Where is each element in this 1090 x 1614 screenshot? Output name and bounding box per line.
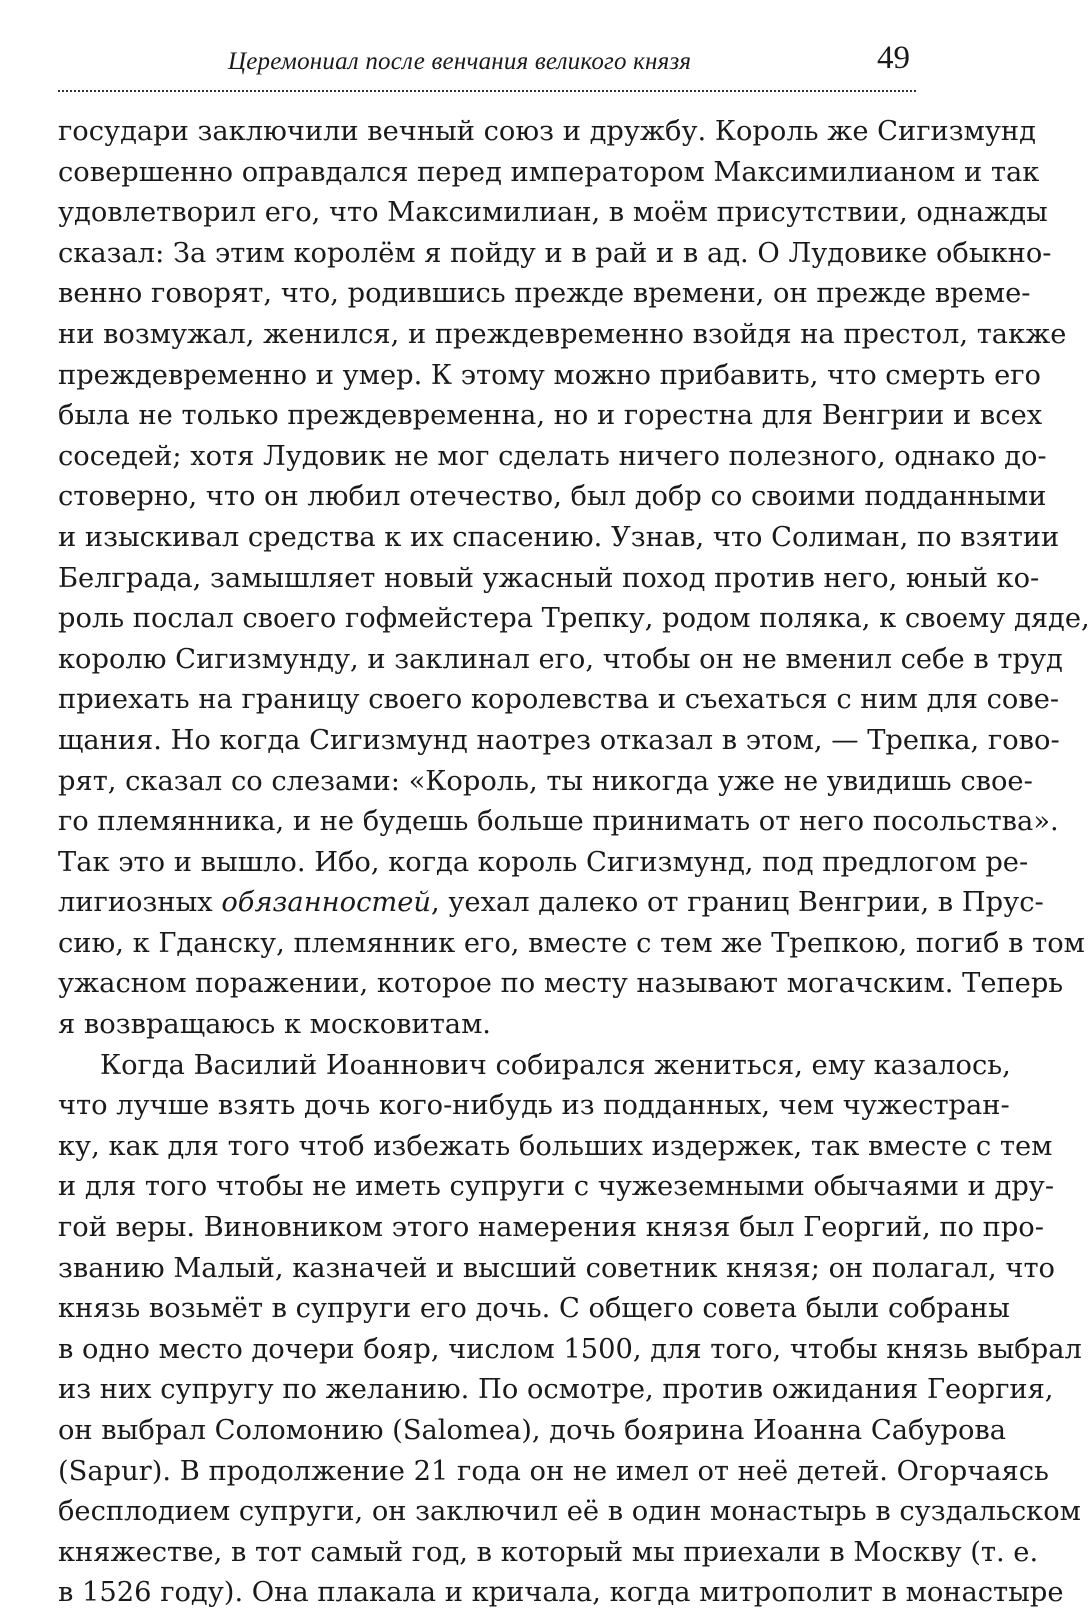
- text-line: в 1526 году). Она плакала и кричала, когда митрополит в монастыре: [58, 1577, 1064, 1609]
- text-line: венно говорят, что, родившись прежде времени, он прежде време-: [58, 278, 1031, 310]
- text-line: что лучше взять дочь кого-нибудь из подданных, чем чужестран-: [58, 1090, 1010, 1122]
- paragraph-first-line: Когда Василий Иоаннович собирался жениться, ему казалось,: [100, 1049, 1011, 1081]
- text-line: и изыскивал средства к их спасению. Узнав, что Солиман, по взятии: [58, 521, 1060, 553]
- text-line: князь возьмёт в супруги его дочь. С общего совета были собраны: [58, 1293, 1010, 1325]
- text-line: удовлетворил его, что Максимилиан, в моём присутствии, однажды: [58, 197, 1048, 229]
- text-line: сказал: За этим королём я пойду и в рай и в ад. О Лудовике обыкно-: [58, 237, 1052, 269]
- text-line: ужасном поражении, которое по месту называют могачским. Теперь: [58, 968, 1064, 1000]
- text-segment: лигиозных: [58, 887, 213, 919]
- text-line: го племянника, и не будешь больше принимать от него посольства».: [58, 806, 1059, 838]
- running-head: [58, 40, 916, 84]
- text-line: ку, как для того чтоб избежать больших издержек, так вместе с тем: [58, 1130, 1053, 1162]
- text-line: соседей; хотя Лудовик не мог сделать ничего полезного, однако до-: [58, 440, 1047, 472]
- text-line: совершенно оправдался перед императором Максимилианом и так: [58, 156, 1040, 188]
- text-segment: , уехал далеко от границ Венгрии, в Прус-: [431, 887, 1044, 919]
- text-line: королю Сигизмунду, и заклинал его, чтобы он не вменил себе в труд: [58, 643, 1063, 675]
- header-dotted-rule: [58, 90, 916, 92]
- text-line: сию, к Гданску, племянник его, вместе с тем же Трепкою, погиб в том: [58, 927, 1085, 959]
- text-line: гой веры. Виновником этого намерения князя был Георгий, по про-: [58, 1212, 1044, 1244]
- text-line: преждевременно и умер. К этому можно прибавить, что смерть его: [58, 359, 1041, 391]
- text-line: рят, сказал со слезами: «Король, ты никогда уже не увидишь свое-: [58, 765, 1033, 797]
- text-line: Так это и вышло. Ибо, когда король Сигизмунд, под предлогом ре-: [58, 846, 1029, 878]
- text-line: княжестве, в тот самый год, в который мы приехали в Москву (т. е.: [58, 1536, 1039, 1568]
- text-line: и для того чтобы не иметь супруги с чужеземными обычаями и дру-: [58, 1171, 1055, 1203]
- body-text: [58, 112, 1090, 1614]
- paragraph-end-line: я возвращаюсь к московитам.: [58, 1009, 491, 1041]
- text-line: роль послал своего гофмейстера Трепку, родом поляка, к своему дяде,: [58, 603, 1090, 635]
- text-line: в одно место дочери бояр, числом 1500, для того, чтобы князь выбрал: [58, 1333, 1082, 1365]
- text-line: из них супругу по желанию. По осмотре, против ожидания Георгия,: [58, 1374, 1054, 1406]
- text-line: государи заключили вечный союз и дружбу. Король же Сигизмунд: [58, 116, 1036, 147]
- text-line: бесплодием супруги, он заключил её в один монастырь в суздальском: [58, 1496, 1081, 1528]
- text-line: он выбрал Соломонию (Salomea), дочь боярина Иоанна Сабурова: [58, 1415, 1007, 1446]
- text-line: стоверно, что он любил отечество, был добр со своими подданными: [58, 481, 1047, 513]
- text-line: званию Малый, казначей и высший советник князя; он полагал, что: [58, 1252, 1055, 1284]
- text-line: (Sapur). В продолжение 21 года он не имел от неё детей. Огорчаясь: [58, 1455, 1049, 1487]
- text-line: была не только преждевременна, но и горестна для Венгрии и всех: [58, 400, 1043, 432]
- page-number: 49: [877, 40, 910, 76]
- italic-text: обязанностей: [221, 887, 431, 919]
- text-line: [58, 883, 1044, 924]
- running-title: Церемониал после венчания великого князя: [228, 48, 692, 75]
- text-line: Белграда, замышляет новый ужасный поход против него, юный ко-: [58, 562, 1040, 594]
- text-line: щания. Но когда Сигизмунд наотрез отказал в этом, — Трепка, гово-: [58, 724, 1060, 756]
- text-line: приехать на границу своего королевства и съехаться с ним для сове-: [58, 684, 1060, 716]
- text-line: ни возмужал, женился, и преждевременно взойдя на престол, также: [58, 318, 1067, 350]
